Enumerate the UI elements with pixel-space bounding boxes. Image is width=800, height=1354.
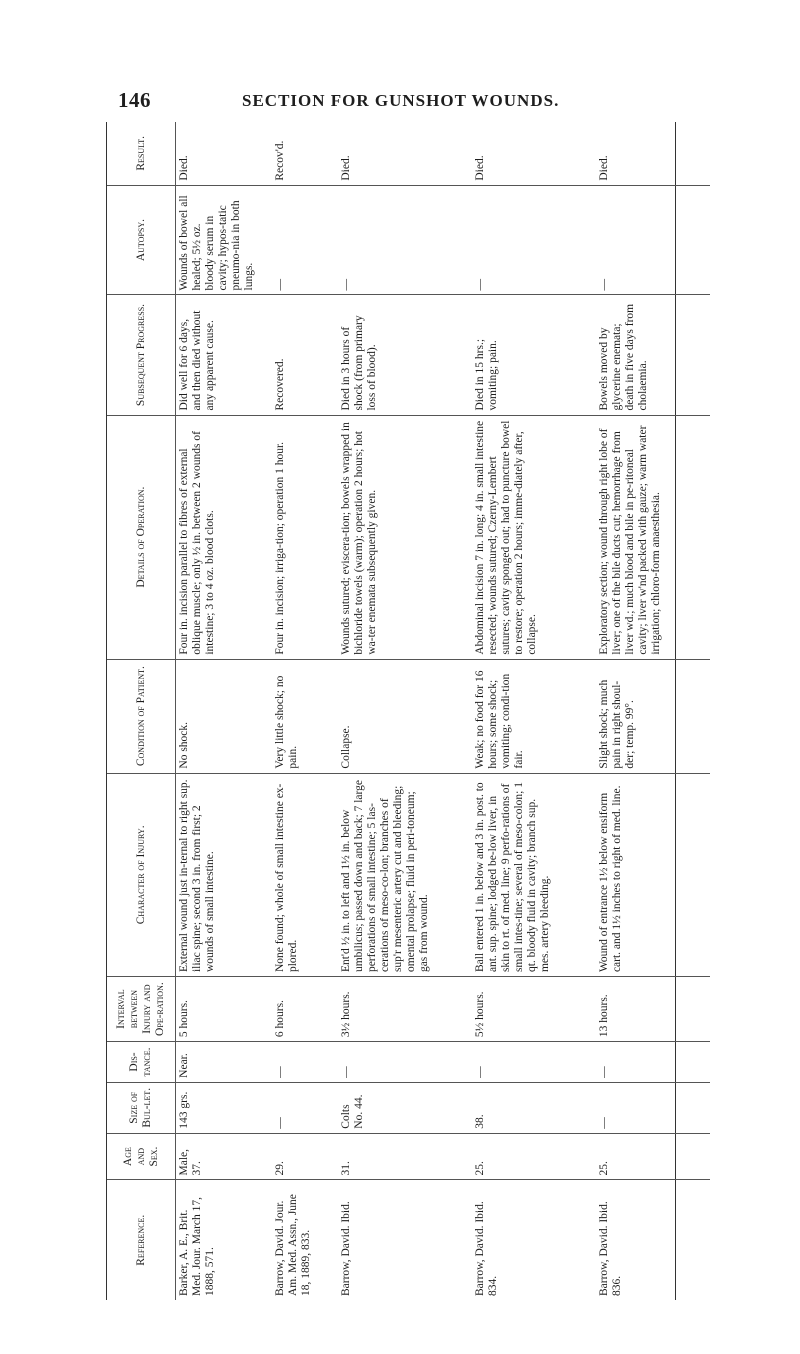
page-header [0,0,800,110]
cell-interval: 5 hours. [176,977,273,1042]
header-size: Size of Bul-let. [107,1082,176,1133]
cell-size: 143 grs. [176,1082,273,1133]
cell-size: Colts No. 44. [338,1082,472,1133]
running-head: SECTION FOR GUNSHOT WOUNDS. [242,91,560,110]
cell-details: Four in. incision; irriga-tion; operation 1 hour. [272,415,338,659]
cell-age-sex: Male, 37. [176,1133,273,1180]
table-row [176,122,273,1300]
cell-result: Died. [340,155,352,181]
cell-reference: Barker, A. E., Brit. Med. Jour. March 17, 1888, 571. [176,1180,273,1300]
cell-details: Wounds sutured; eviscera-tion; bowels wrapped in bichloride towels (warm); operation 2 hours; hot wa-ter enemata subsequently given. [338,415,472,659]
cell-result: Died. [474,155,486,181]
table-row [338,122,472,1300]
cell-reference: Barrow, David. Ibid. 834. [472,1180,596,1300]
header-character: Character of Injury. [107,773,176,976]
cell-result: Died. [178,155,190,181]
cell-distance: — [472,1042,596,1083]
cell-interval: 3½ hours. [338,977,472,1042]
table-row [472,122,596,1300]
header-details: Details of Operation. [107,415,176,659]
header-age-sex: Age and Sex. [107,1133,176,1180]
cell-condition: Very little shock; no pain. [272,659,338,773]
cell-age-sex: 29. [272,1133,338,1180]
cell-condition: Collapse. [338,659,472,773]
cell-age-sex: 25. [596,1133,710,1180]
cell-interval: 6 hours. [272,977,338,1042]
page-number: 146 [118,88,151,112]
cell-details: Abdominal incision 7 in. long; 4 in. small intestine resected; wounds sutured; Czerny-Lembert sutures; cavity sponged out; had to puncture bowel to restore; operation 2 hours; imme-diately after, collapse. [472,415,596,659]
cell-character: Wound of entrance 1½ below ensiform cart. and 1½ inches to right of med. line. [596,773,710,976]
cell-autopsy: — [272,185,338,295]
cell-interval: 5½ hours. [472,977,596,1042]
cell-size: 38. [472,1082,596,1133]
cell-details: Four in. incision parallel to fibres of external oblique muscle; only ½ in. between 2 wounds of intestine; 3 to 4 oz. blood clots. [176,415,273,659]
cell-size: — [596,1082,710,1133]
cell-character: External wound just in-ternal to right sup. iliac spine; second 3 in. from first; 2 wounds of small intestine. [176,773,273,976]
cell-autopsy: — [596,185,710,295]
cases-table [107,122,710,1300]
cell-reference: Barrow, David. Ibid. 836. [596,1180,710,1300]
cell-condition: Slight shock; much pain in right shoul-der; temp. 99°. [596,659,710,773]
header-condition: Condition of Patient. [107,659,176,773]
table-row [596,122,710,1300]
header-row [107,122,176,1300]
cell-character: Ent'd ½ in. to left and 1½ in. below umbilicus; passed down and back; 7 large perforations of small intestine; 5 las-cerations of meso-co-lon; branches of sup'r mesenteric artery cut and bleeding; omental prolapse; fluid in peri-toneum; gas from wound. [338,773,472,976]
cell-condition: No shock. [176,659,273,773]
header-progress: Subsequent Progress. [107,295,176,415]
cell-autopsy: — [472,185,596,295]
cell-distance: — [596,1042,710,1083]
cell-progress: Bowels moved by glycerine enemata; death in five days from cholaemia. [596,295,710,415]
cell-interval: 13 hours. [596,977,710,1042]
header-interval: Interval between Injury and Ope-ration. [107,977,176,1042]
cell-progress: Died in 3 hours of shock (from primary loss of blood). [338,295,472,415]
table-row [272,122,338,1300]
cell-result: Recov'd. [274,140,286,181]
cell-character: Ball entered 1 in. below and 3 in. post. to ant. sup. spine; lodged be-low liver, in skin to rt. of med. line; 9 perfo-rations of small intes-tine; several of meso-colon; 1 qt. bloody fluid in cavity; branch sup. mes. artery bleeding. [472,773,596,976]
cell-details: Exploratory section; wound through right lobe of liver; one of the bile ducts cut; hemorrhage from liver wd.; much blood and bile in pe-ritoneal cavity; liver w'nd packed with gauze; warm water irrigation; chloro-form anaesthesia. [596,415,710,659]
cell-age-sex: 31. [338,1133,472,1180]
cell-distance: Near. [176,1042,273,1083]
case-table [106,122,676,1300]
cell-size: — [272,1082,338,1133]
cell-progress: Recovered. [272,295,338,415]
cell-progress: Did well for 6 days, and then died without any apparent cause. [176,295,273,415]
cell-reference: Barrow, David. Jour. Am. Med. Assn., June 18, 1889, 833. [272,1180,338,1300]
header-autopsy: Autopsy. [107,185,176,295]
cell-reference: Barrow, David. Ibid. [338,1180,472,1300]
cell-autopsy: — [338,185,472,295]
cell-autopsy: Wounds of bowel all healed; 5½ oz. bloody serum in cavity; hypos-tatic pneumo-nia in both lungs. [176,185,273,295]
cell-distance: — [338,1042,472,1083]
header-reference: Reference. [107,1180,176,1300]
cell-age-sex: 25. [472,1133,596,1180]
header-result: Result. [107,122,176,185]
cell-character: None found; whole of small intestine ex-plored. [272,773,338,976]
cell-progress: Died in 15 hrs.; vomiting; pain. [472,295,596,415]
cell-result: Died. [598,155,610,181]
cell-condition: Weak; no food for 16 hours; some shock; vomiting; condi-tion fair. [472,659,596,773]
header-distance: Dis-tance. [107,1042,176,1083]
cell-distance: — [272,1042,338,1083]
